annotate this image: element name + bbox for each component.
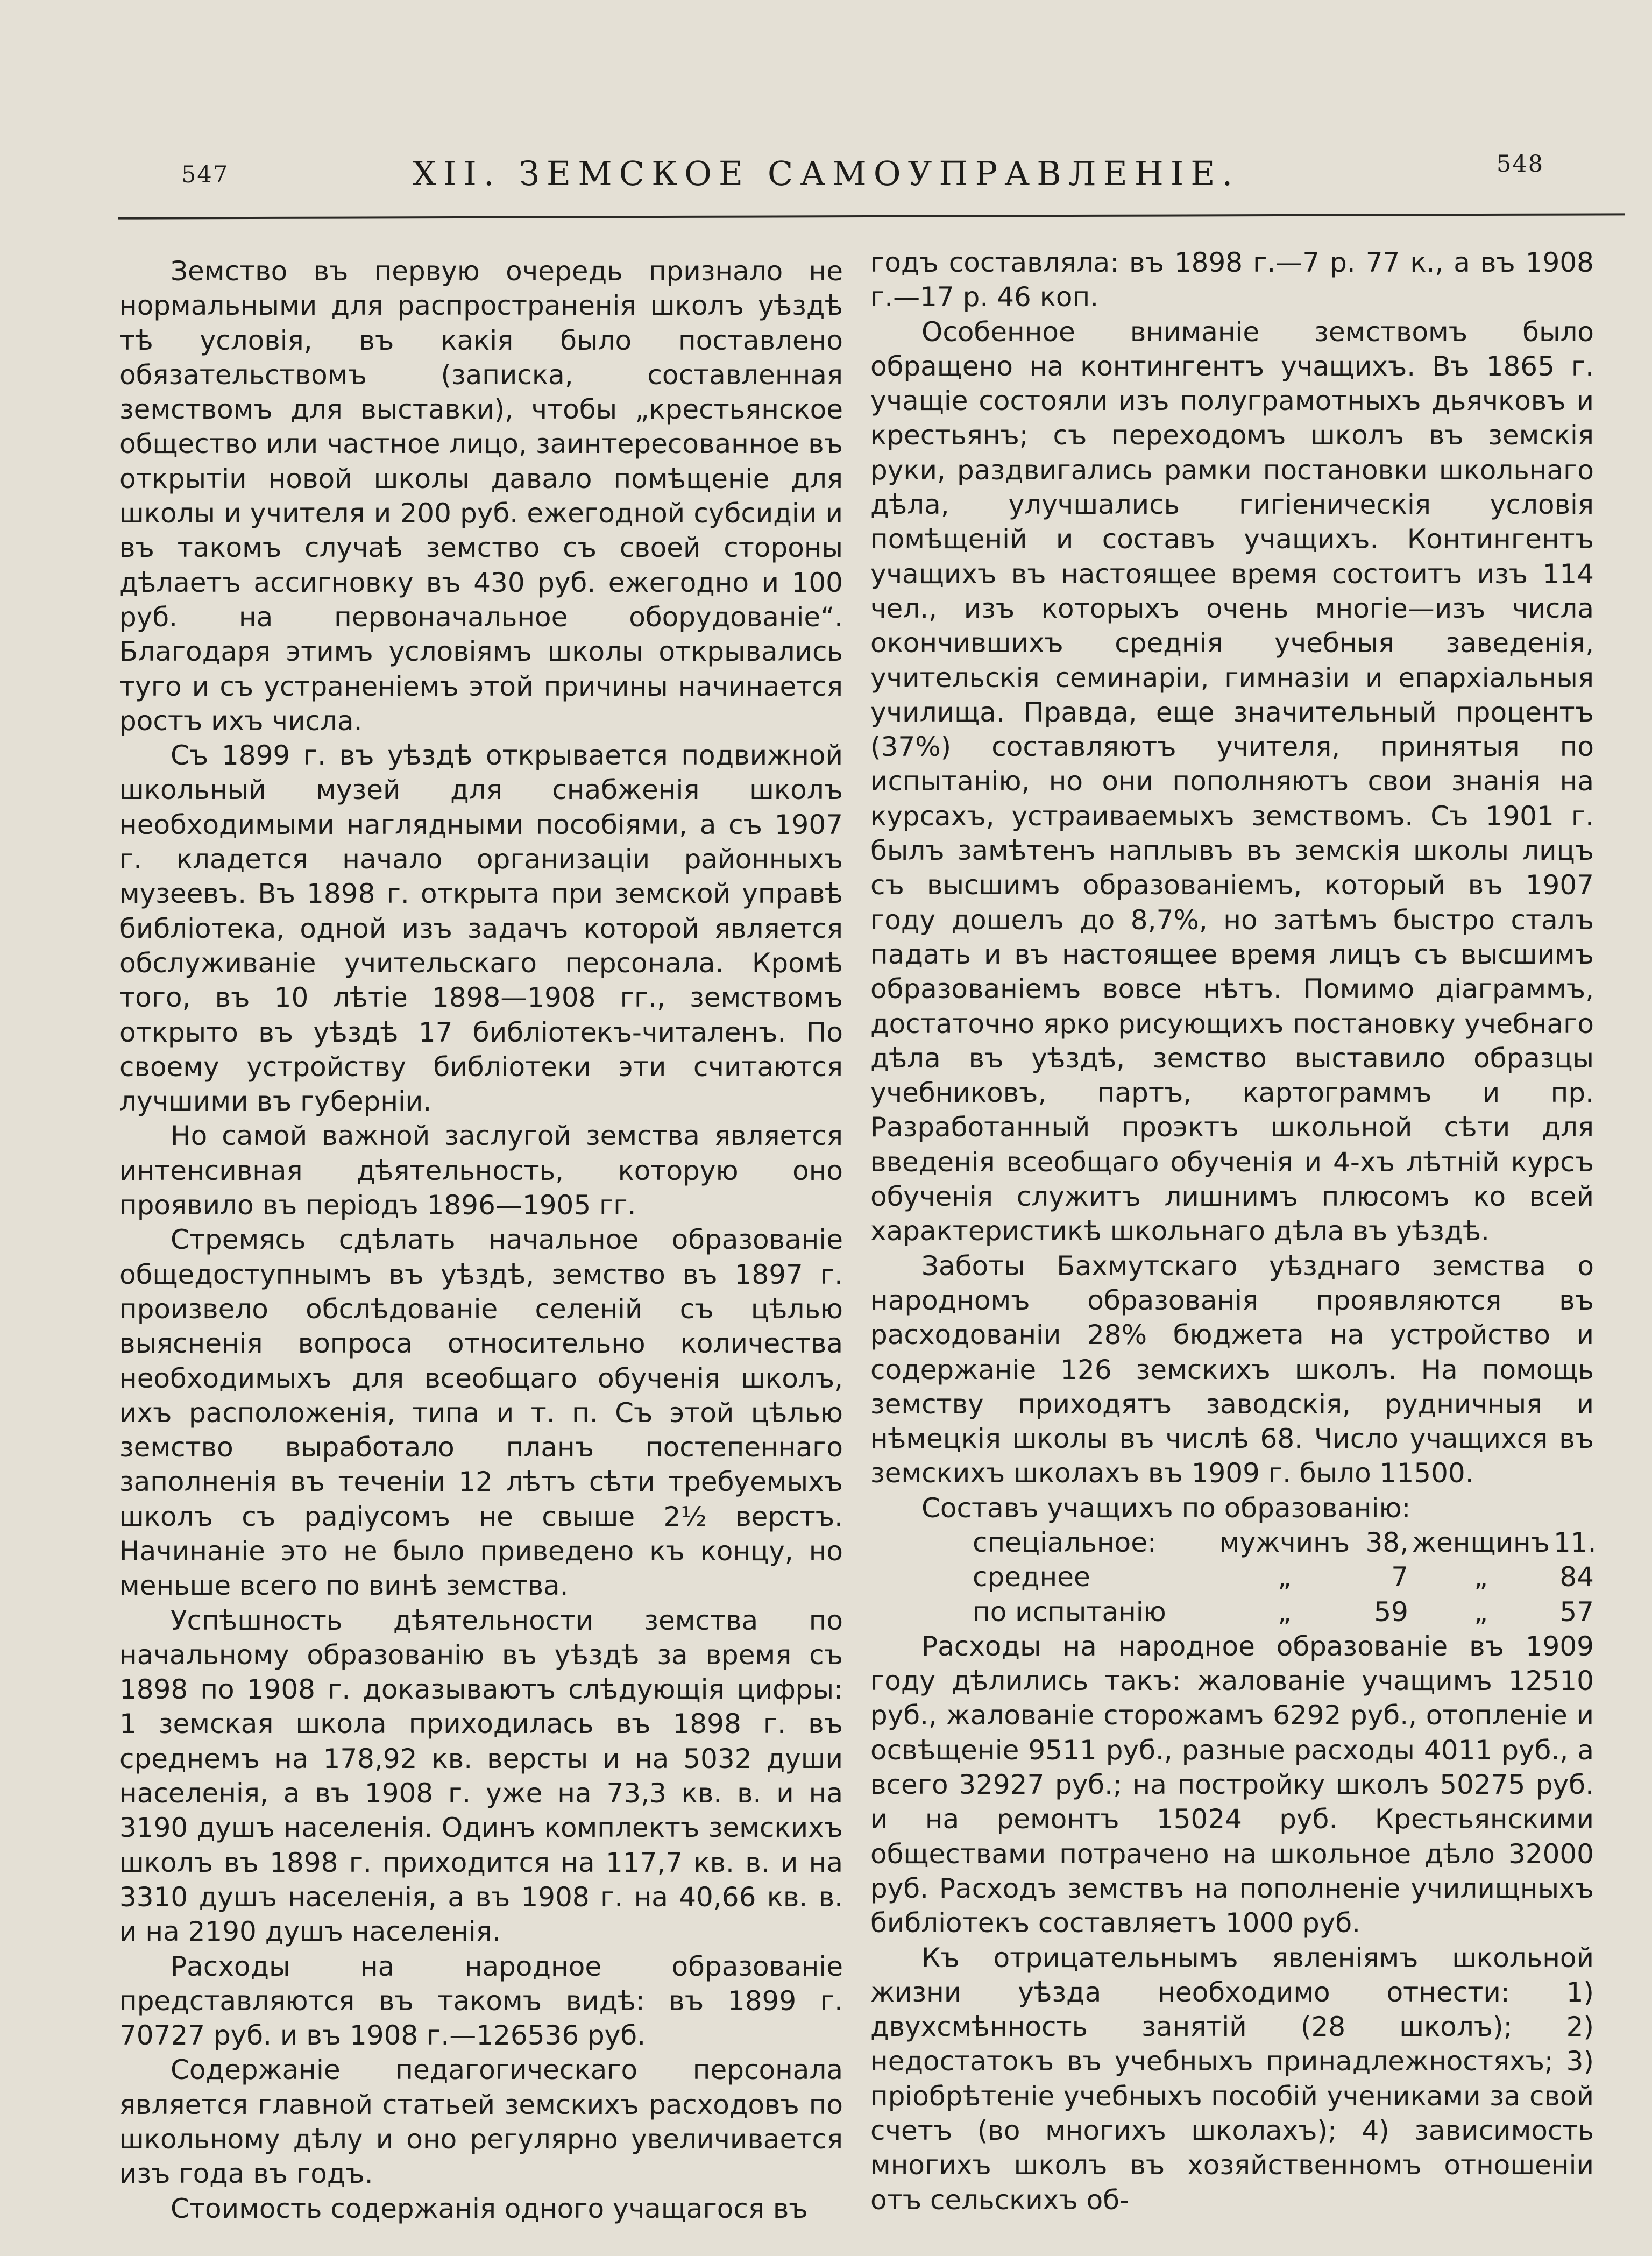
table-row [870,1595,1594,1629]
table-row [870,1560,1594,1594]
men-label: „ [1278,1561,1292,1593]
women-count: 57 [1559,1596,1594,1628]
women-label: „ [1474,1561,1488,1593]
page-number-left: 547 [181,161,229,188]
row-label: среднее [973,1561,1090,1593]
women-label: женщинъ [1412,1526,1550,1558]
header-rule [118,213,1625,219]
row-label: по испытанію [973,1596,1166,1628]
women-label: „ [1474,1596,1488,1628]
paragraph: Заботы Бахмутскаго уѣзднаго земства о народномъ образованія проявляются въ расходованіи 28% бюджета на устройство и содержаніе 126 земскихъ школъ. На помощь земству приходятъ заводскія, рудничныя и нѣмецкія школы въ числѣ 68. Число учащихся въ земскихъ школахъ въ 1909 г. было 11500. [870,1250,1594,1489]
paragraph: Къ отрицательнымъ явленіямъ школьной жизни уѣзда необходимо отнести: 1) двухсмѣнность занятій (28 школъ); 2) недостатокъ въ учебныхъ принадлежностяхъ; 3) пріобрѣтеніе учебныхъ пособій учениками за свой счетъ (во многихъ школахъ); 4) зависимость многихъ школъ въ хозяйственномъ отношеніи отъ сельскихъ об- [870,1942,1594,2216]
left-column [119,254,843,2226]
paragraph: Расходы на народное образованіе въ 1909 году дѣлились такъ: жалованіе учащимъ 12510 руб., жалованіе сторожамъ 6292 руб., отопленіе и освѣщеніе 9511 руб., разные расходы 4011 руб., а всего 32927 руб.; на постройку школъ 50275 руб. и на ремонтъ 15024 руб. Крестьянскими обществами потрачено на школьное дѣло 32000 руб. Расходъ земствъ на пополненіе училищныхъ библіотекъ составляетъ 1000 руб. [870,1630,1594,1939]
paragraph: Особенное вниманіе земствомъ было обращено на контингентъ учащихъ. Въ 1865 г. учащіе состояли изъ полуграмотныхъ дьячковъ и крестьянъ; съ переходомъ школъ въ земскія руки, раздвигались рамки постановки школьнаго дѣла, улучшались гигіеническія условія помѣщеній и составъ учащихъ. Контингентъ учащихъ въ настоящее время состоитъ изъ 114 чел., изъ которыхъ очень многіе—изъ числа окончившихъ среднія учебныя заведенія, учительскія семинаріи, гимназіи и епархіальныя училища. Правда, еще значительный процентъ (37%) составляютъ учителя, принятыя по испытанію, но они пополняютъ свои знанія на курсахъ, устраиваемыхъ земствомъ. Съ 1901 г. былъ замѣтенъ наплывъ въ земскія школы лицъ съ высшимъ образованіемъ, который въ 1907 году дошелъ до 8,7%, но затѣмъ быстро сталъ падать и въ настоящее время лицъ съ высшимъ образованіемъ вовсе нѣтъ. Помимо діаграммъ, достаточно ярко рисующихъ постановку учебнаго дѣла въ уѣздѣ, земство выставило образцы учебниковъ, партъ, картограммъ и пр. Разработанный проэктъ школьной сѣти для введенія всеобщаго обученія и 4-хъ лѣтній курсъ обученія служитъ лишнимъ плюсомъ ко всей характеристикѣ школьнаго дѣла въ уѣздѣ. [870,316,1594,1247]
paragraph: Стремясь сдѣлать начальное образованіе общедоступнымъ въ уѣздѣ, земство въ 1897 г. произвело обслѣдованіе селеній съ цѣлью выясненія вопроса относительно количества необходимыхъ для всеобщаго обученія школъ, ихъ расположенія, типа и т. п. Съ этой цѣлью земство выработало планъ постепеннаго заполненія въ теченіи 12 лѣтъ сѣти требуемыхъ школъ съ радіусомъ не свыше 2½ верстъ. Начинаніе это не было приведено къ концу, но меньше всего по винѣ земства. [119,1224,843,1602]
row-label: спеціальное: [973,1526,1157,1558]
men-count: 59 [1374,1596,1408,1628]
men-label: мужчинъ [1219,1526,1350,1558]
paragraph: Земство въ первую очередь признало не нормальными для распространенія школъ уѣздѣ тѣ условія, въ какія было поставлено обязательствомъ (записка, составленная земствомъ для выставки), чтобы „крестьянское общество или частное лицо, заинтересованное въ открытіи новой школы давало помѣщеніе для школы и учителя и 200 руб. ежегодной субсидіи и въ такомъ случаѣ земство съ своей стороны дѣлаетъ ассигновку въ 430 руб. ежегодно и 100 руб. на первоначальное оборудованіе“. Благодаря этимъ условіямъ школы открывались туго и съ устраненіемъ этой причины начинается ростъ ихъ числа. [119,256,843,737]
right-column [870,245,1597,2217]
paragraph: Расходы на народное образованіе представляются въ такомъ видѣ: въ 1899 г. 70727 руб. и въ 1908 г.—126536 руб. [119,1950,843,2052]
women-count: 11. [1554,1526,1597,1558]
education-table [870,1491,1597,1629]
men-count: 7 [1391,1561,1408,1593]
table-caption: Составъ учащихъ по образованію: [921,1492,1411,1524]
table-row [870,1525,1597,1560]
paragraph: Съ 1899 г. въ уѣздѣ открывается подвижной школьный музей для снабженія школъ необходимыми наглядными пособіями, а съ 1907 г. кладется начало организаціи районныхъ музеевъ. Въ 1898 г. открыта при земской управѣ библіотека, одной изъ задачъ которой является обслуживаніе учительскаго персонала. Кромѣ того, въ 10 лѣтіе 1898—1908 гг., земствомъ открыто въ уѣздѣ 17 библіотекъ-читаленъ. По своему устройству библіотеки эти считаются лучшими въ губерніи. [119,740,843,1118]
women-count: 84 [1559,1561,1594,1593]
page-number-right: 548 [1497,151,1544,178]
paragraph-continuation: годъ составляла: въ 1898 г.—7 р. 77 к., а въ 1908 г.—17 р. 46 коп. [870,247,1594,313]
chapter-title: XII. ЗЕМСКОЕ САМОУПРАВЛЕНІЕ. [412,154,1240,193]
paragraph: Содержаніе педагогическаго персонала является главной статьей земскихъ расходовъ по школьному дѣлу и оно регулярно увеличивается изъ года въ годъ. [119,2054,843,2190]
paragraph: Стоимость содержанія одного учащагося въ [171,2193,808,2224]
men-label: „ [1278,1596,1292,1628]
men-count: 38, [1365,1526,1408,1558]
paragraph: Успѣшность дѣятельности земства по начальному образованію въ уѣздѣ за время съ 1898 по 1908 г. доказываютъ слѣдующія цифры: 1 земская школа приходилась въ 1898 г. въ среднемъ на 178,92 кв. версты и на 5032 души населенія, а въ 1908 г. уже на 73,3 кв. в. и на 3190 душъ населенія. Одинъ комплектъ земскихъ школъ въ 1898 г. приходится на 117,7 кв. в. и на 3310 душъ населенія, а въ 1908 г. на 40,66 кв. в. и на 2190 душъ населенія. [119,1604,843,1948]
paragraph: Но самой важной заслугой земства является интенсивная дѣятельность, которую оно проявило въ періодъ 1896—1905 гг. [119,1120,843,1221]
